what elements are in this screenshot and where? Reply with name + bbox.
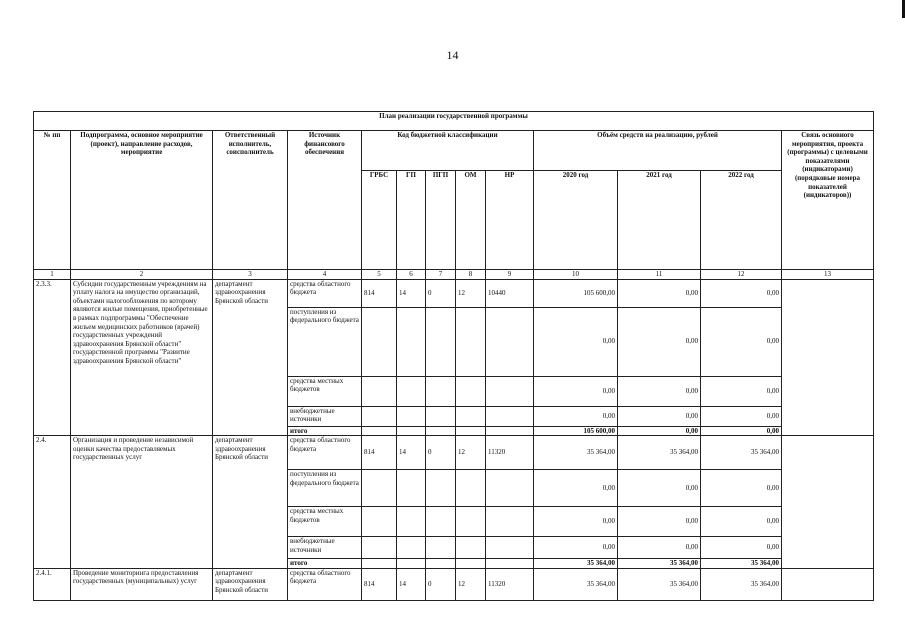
source-label: внебюджетные источники	[288, 406, 362, 426]
source-label: поступления из федерального бюджета	[288, 470, 362, 507]
code-grbs: 814	[362, 436, 397, 470]
amount-2020: 0,00	[534, 376, 618, 406]
code-nr: 11320	[486, 568, 534, 600]
table-row	[34, 436, 874, 470]
code-pgp: 0	[426, 436, 456, 470]
amount-2022: 0,00	[701, 406, 782, 426]
col-header-2020: 2020 год	[534, 171, 618, 270]
amount-2021: 0,00	[618, 406, 701, 426]
source-label: внебюджетные источники	[288, 537, 362, 559]
col-header-pgp: ПГП	[426, 171, 456, 270]
plan-table	[33, 111, 874, 601]
amount-2022: 0,00	[701, 307, 782, 376]
col-header-no: № пп	[34, 131, 71, 270]
amount-2021: 0,00	[618, 470, 701, 507]
code-om: 12	[456, 279, 486, 307]
col-header-2021: 2021 год	[618, 171, 701, 270]
amount-2020: 0,00	[534, 537, 618, 559]
table-header	[34, 112, 874, 280]
col-header-executor: Ответственный исполнитель, соисполнитель	[213, 131, 288, 270]
table-row	[34, 568, 874, 600]
row-description: Субсидии государственным учреждениям на уплату налога на имущество организаций, объектами налогообложения по которому являются жилые помещения, приобретенные в рамках подпрограммы "Обеспечение жильем медицинских работников (врачей) государственных учреждений здравоохранения Брянской области" государственной программы "Развитие здравоохранения Брянской области"	[71, 279, 213, 436]
amount-2020: 0,00	[534, 470, 618, 507]
col-header-source: Источник финансового обеспечения	[288, 131, 362, 270]
amount-2022: 0,00	[701, 537, 782, 559]
row-description: Проведение мониторинга предоставления государственных (муниципальных) услуг	[71, 568, 213, 600]
source-label: средства областного бюджета	[288, 436, 362, 470]
code-om: 12	[456, 436, 486, 470]
table-section	[34, 568, 874, 600]
code-gp: 14	[397, 279, 426, 307]
amount-2022: 0,00	[701, 507, 782, 537]
col-number: 7	[426, 270, 456, 280]
row-executor: департамент здравоохранения Брянской области	[213, 568, 288, 600]
code-nr: 10440	[486, 279, 534, 307]
amount-2021: 0,00	[618, 507, 701, 537]
indicator-link	[782, 568, 874, 600]
code-gp: 14	[397, 568, 426, 600]
row-number: 2.3.3.	[34, 279, 71, 436]
code-nr: 11320	[486, 436, 534, 470]
page-number: 14	[446, 48, 459, 62]
amount-2022: 35 364,00	[701, 436, 782, 470]
indicator-link	[782, 436, 874, 569]
col-group-volume: Объём средств на реализацию, рублей	[534, 131, 782, 171]
code-pgp: 0	[426, 279, 456, 307]
total-2022: 0,00	[701, 426, 782, 436]
amount-2021: 0,00	[618, 537, 701, 559]
code-grbs: 814	[362, 568, 397, 600]
total-2021: 35 364,00	[618, 559, 701, 569]
table-section	[34, 436, 874, 569]
amount-2021: 35 364,00	[618, 436, 701, 470]
source-label: итого	[288, 426, 362, 436]
total-2021: 0,00	[618, 426, 701, 436]
col-number: 11	[618, 270, 701, 280]
total-2022: 35 364,00	[701, 559, 782, 569]
col-header-grbs: ГРБС	[362, 171, 397, 270]
row-number: 2.4.1.	[34, 568, 71, 600]
amount-2021: 0,00	[618, 376, 701, 406]
col-number: 3	[213, 270, 288, 280]
col-header-2022: 2022 год	[701, 171, 782, 270]
amount-2020: 0,00	[534, 406, 618, 426]
table-section	[34, 279, 874, 436]
col-number: 12	[701, 270, 782, 280]
col-header-gp: ГП	[397, 171, 426, 270]
col-number: 1	[34, 270, 71, 280]
row-executor: департамент здравоохранения Брянской области	[213, 279, 288, 436]
col-number: 13	[782, 270, 874, 280]
amount-2020: 0,00	[534, 507, 618, 537]
row-executor: департамент здравоохранения Брянской области	[213, 436, 288, 569]
col-header-link: Связь основного мероприятия, проекта (программы) с целевыми показателями (индикаторами) (порядковые номера показателей (индикаторов))	[782, 131, 874, 270]
amount-2022: 35 364,00	[701, 568, 782, 600]
amount-2022: 0,00	[701, 470, 782, 507]
amount-2020: 35 364,00	[534, 568, 618, 600]
source-label: средства местных бюджетов	[288, 507, 362, 537]
source-label: средства местных бюджетов	[288, 376, 362, 406]
col-number: 6	[397, 270, 426, 280]
code-om: 12	[456, 568, 486, 600]
total-2020: 105 600,00	[534, 426, 618, 436]
col-number: 2	[71, 270, 213, 280]
amount-2021: 0,00	[618, 279, 701, 307]
col-number: 10	[534, 270, 618, 280]
col-header-om: ОМ	[456, 171, 486, 270]
amount-2021: 0,00	[618, 307, 701, 376]
source-label: средства областного бюджета	[288, 568, 362, 600]
row-number: 2.4.	[34, 436, 71, 569]
source-label: средства областного бюджета	[288, 279, 362, 307]
col-number: 4	[288, 270, 362, 280]
indicator-link	[782, 279, 874, 436]
amount-2020: 0,00	[534, 307, 618, 376]
amount-2022: 0,00	[701, 279, 782, 307]
amount-2020: 35 364,00	[534, 436, 618, 470]
source-label: поступления из федерального бюджета	[288, 307, 362, 376]
amount-2022: 0,00	[701, 376, 782, 406]
col-header-nr: НР	[486, 171, 534, 270]
total-2020: 35 364,00	[534, 559, 618, 569]
code-gp: 14	[397, 436, 426, 470]
row-description: Организация и проведение независимой оценки качества предоставляемых государственных услуг	[71, 436, 213, 569]
code-pgp: 0	[426, 568, 456, 600]
col-header-subprogram: Подпрограмма, основное мероприятие (проект), направление расходов, мероприятие	[71, 131, 213, 270]
col-group-budget-code: Код бюджетной классификации	[362, 131, 534, 171]
amount-2020: 105 600,00	[534, 279, 618, 307]
code-grbs: 814	[362, 279, 397, 307]
col-number: 5	[362, 270, 397, 280]
col-number: 8	[456, 270, 486, 280]
amount-2021: 35 364,00	[618, 568, 701, 600]
table-row	[34, 279, 874, 307]
col-number: 9	[486, 270, 534, 280]
plan-title: План реализации государственной программы	[34, 112, 874, 131]
source-label: итого	[288, 559, 362, 569]
